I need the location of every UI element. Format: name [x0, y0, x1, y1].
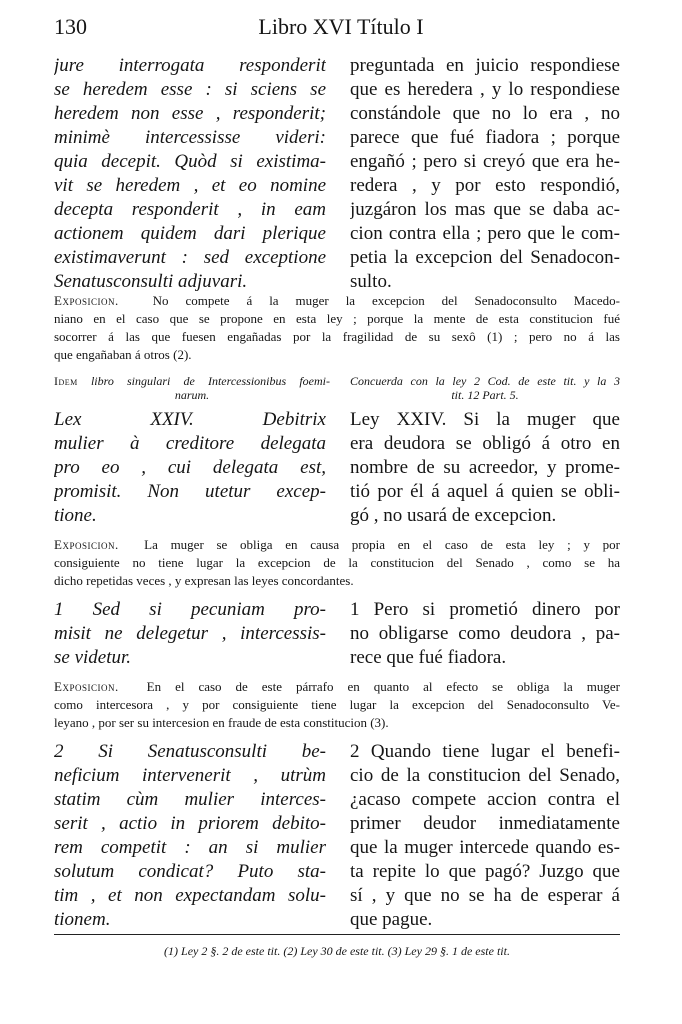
running-title: Libro XVI Título I — [258, 14, 424, 39]
source-line: narum. — [174, 388, 210, 402]
source-line: Concuerda con la ley 2 Cod. de este tit. y la 3 — [350, 374, 620, 388]
spanish-line: Ley XXIV. Si la muger que — [350, 409, 620, 430]
spanish-line: sulto. — [350, 271, 392, 292]
exposicion-2 — [54, 536, 620, 590]
spanish-line: engañó ; pero si creyó que era he- — [350, 151, 620, 172]
spanish-line: cion contra ella ; pero que le com- — [350, 223, 620, 244]
latin-line: neficium intervenerit , utrùm — [54, 765, 326, 786]
exposicion-line: niano en el caso que se propone en esta ley ; porque la mente de esta constitucion fué — [54, 311, 620, 326]
latin-line: quia decepit. Quòd si existima- — [54, 151, 326, 172]
source-left — [54, 374, 330, 402]
latin-line: actionem quidem dari plerique — [54, 223, 326, 244]
exposicion-line — [54, 536, 620, 554]
latin-line: tionem. — [54, 909, 111, 930]
exposicion-line: leyano , por ser su intercesion en fraude de esta constitucion (3). — [54, 715, 389, 730]
page-number: 130 — [54, 14, 87, 39]
source-label: Idem — [54, 374, 78, 388]
spanish-line: redera , y por esto respondió, — [350, 175, 620, 196]
latin-line: decepta responderit , in eam — [54, 199, 326, 220]
spanish-column-par1 — [350, 598, 620, 670]
exposicion-line: dicho repetidas veces , y expresan las leyes concordantes. — [54, 573, 354, 588]
spanish-column-par2 — [350, 740, 620, 932]
latin-line: vit se heredem , et eo nomine — [54, 175, 326, 196]
spanish-line: constándole que no lo era , no — [350, 103, 620, 124]
latin-column-par1 — [54, 598, 326, 670]
exposicion-line: socorrer á las que fuesen engañadas por la fragilidad de su sexô (1) ; pero no á las — [54, 329, 620, 344]
latin-column-lex24 — [54, 408, 326, 528]
latin-line: solutum condicat? Puto sta- — [54, 861, 326, 882]
latin-line: Lex XXIV. Debitrix — [54, 409, 326, 430]
latin-line: 1 Sed si pecuniam pro- — [54, 599, 326, 620]
spanish-column-lex24 — [350, 408, 620, 528]
spanish-line: nombre de su acreedor, y prome- — [350, 457, 620, 478]
source-line: tit. 12 Part. 5. — [451, 388, 519, 402]
spanish-line: 1 Pero si prometió dinero por — [350, 599, 620, 620]
exposicion-text: No compete á la muger la excepcion del Senadoconsulto Macedo- — [152, 293, 620, 308]
spanish-line: era deudora se obligó á otro en — [350, 433, 620, 454]
latin-line: serit , actio in priorem debito- — [54, 813, 326, 834]
source-right — [350, 374, 620, 402]
latin-line: tim , et non expectandam solu- — [54, 885, 326, 906]
spanish-line: ta repite lo que pagó? Juzgo que — [350, 861, 620, 882]
exposicion-line — [54, 292, 620, 310]
spanish-line: petia la excepcion del Senadocon- — [350, 247, 620, 268]
exposicion-text: La muger se obliga en causa propia en el caso de esta ley ; y por — [144, 537, 620, 552]
spanish-line: ¿acaso compete accion contra el — [350, 789, 620, 810]
latin-line: 2 Si Senatusconsulti be- — [54, 741, 326, 762]
spanish-line: parece que fué fiadora ; porque — [350, 127, 620, 148]
footnote-rule — [54, 934, 620, 935]
latin-line: jure interrogata responderit — [54, 55, 326, 76]
latin-line: se videtur. — [54, 647, 132, 668]
latin-line: Senatusconsulti adjuvari. — [54, 271, 248, 292]
spanish-line: que es heredera , y lo respondiese — [350, 79, 620, 100]
latin-column-block1 — [54, 54, 326, 294]
spanish-line: juzgáron los mas que se daba ac- — [350, 199, 620, 220]
latin-line: pro eo , cui delegata est, — [54, 457, 326, 478]
exposicion-label: Exposicion. — [54, 537, 119, 552]
footnotes: (1) Ley 2 §. 2 de este tit. (2) Ley 30 de este tit. (3) Ley 29 §. 1 de este tit. — [164, 944, 510, 958]
exposicion-line — [54, 678, 620, 696]
spanish-line: cio de la constitucion del Senado, — [350, 765, 620, 786]
exposicion-line: como intercesora , y por consiguiente tiene lugar la excepcion del Senadoconsulto Ve- — [54, 697, 620, 712]
latin-line: existimaverunt : sed exceptione — [54, 247, 326, 268]
spanish-line: que pague. — [350, 909, 433, 930]
source-text: libro singulari de Intercessionibus foemi- — [90, 374, 330, 388]
spanish-line: gó , no usará de excepcion. — [350, 505, 557, 526]
exposicion-label: Exposicion. — [54, 679, 119, 694]
spanish-line: rece que fué fiadora. — [350, 647, 507, 668]
latin-line: rem competit : an si mulier — [54, 837, 326, 858]
latin-line: mulier à creditore delegata — [54, 433, 326, 454]
spanish-line: 2 Quando tiene lugar el benefi- — [350, 741, 620, 762]
spanish-line: tió por él á aquel á quien se obli- — [350, 481, 620, 502]
latin-line: heredem non esse , responderit; — [54, 103, 326, 124]
latin-column-par2 — [54, 740, 326, 932]
spanish-line: sí , y que no se ha de esperar á — [350, 885, 620, 906]
latin-line: minimè intercessisse videri: — [54, 127, 326, 148]
latin-line: statim cùm mulier interces- — [54, 789, 326, 810]
exposicion-text: En el caso de este párrafo en quanto al efecto se obliga la muger — [146, 679, 620, 694]
spanish-column-block1 — [350, 54, 620, 294]
exposicion-line: consiguiente no tiene lugar la excepcion de la constitucion del Senado , como se ha — [54, 555, 620, 570]
latin-line: promisit. Non utetur excep- — [54, 481, 326, 502]
spanish-line: preguntada en juicio respondiese — [350, 55, 620, 76]
latin-line: misit ne delegetur , intercessis- — [54, 623, 326, 644]
source-line — [54, 374, 330, 388]
spanish-line: primer deudor inmediatamente — [350, 813, 620, 834]
page-header — [54, 14, 628, 44]
exposicion-1 — [54, 292, 620, 364]
latin-line: se heredem esse : si sciens se — [54, 79, 326, 100]
exposicion-label: Exposicion. — [54, 293, 119, 308]
exposicion-line: que engañaban á otros (2). — [54, 347, 192, 362]
spanish-line: que la muger intercede quando es- — [350, 837, 620, 858]
spanish-line: no obligarse como deudora , pa- — [350, 623, 620, 644]
latin-line: tione. — [54, 505, 97, 526]
exposicion-3 — [54, 678, 620, 732]
